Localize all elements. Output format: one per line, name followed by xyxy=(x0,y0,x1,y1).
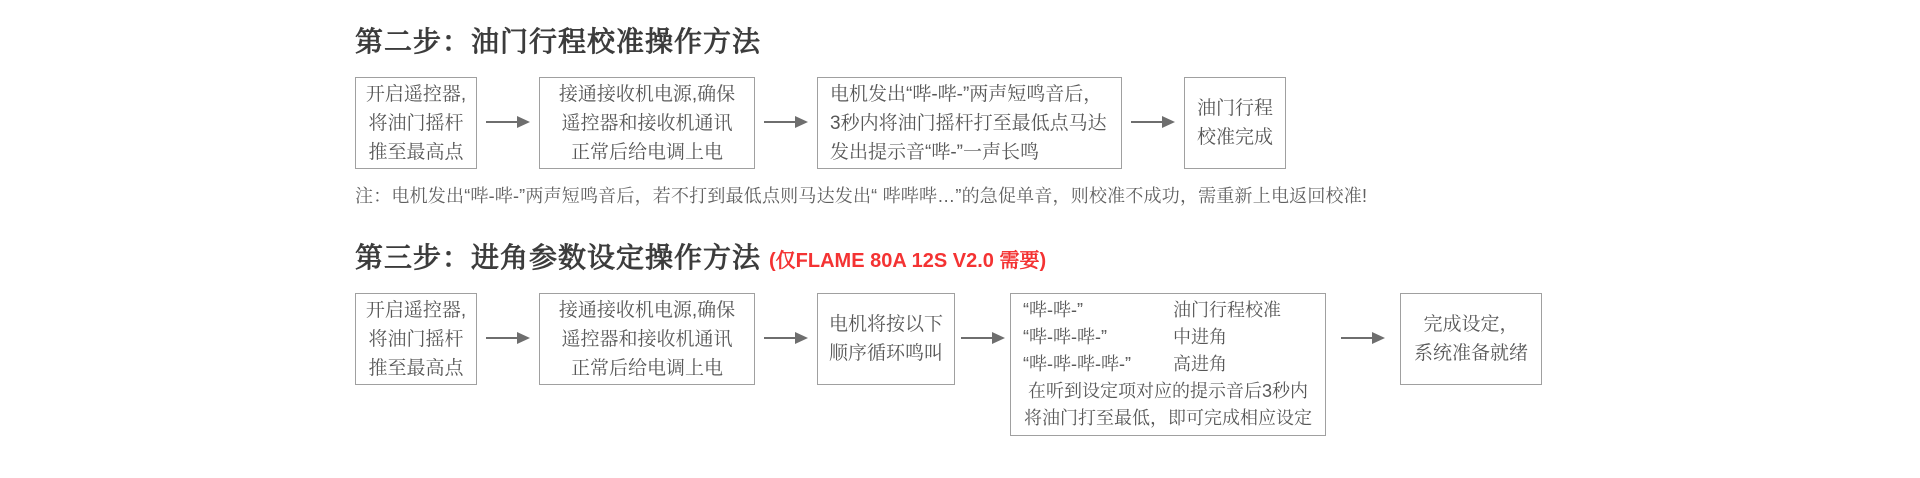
arrow-right-icon xyxy=(486,332,530,344)
step3-title-red-note: (仅FLAME 80A 12S V2.0 需要) xyxy=(769,250,1047,272)
text-line: 接通接收机电源,确保 xyxy=(558,299,736,321)
text-line: 开启遥控器, xyxy=(365,83,467,105)
step2-box-done xyxy=(1184,77,1286,169)
beep-label: 中进角 xyxy=(1173,327,1227,347)
arrow-right-icon xyxy=(764,332,808,344)
step3-beep-legend-box xyxy=(1010,293,1326,436)
text-line: 油门行程 xyxy=(1196,98,1273,119)
flow-gap xyxy=(755,332,817,344)
beep-code: “哔-哔-哔-” xyxy=(1023,327,1107,347)
step3-box-receiver xyxy=(539,293,755,385)
step3-title-text: 第三步：进角参数设定操作方法 xyxy=(355,242,762,273)
flow-gap xyxy=(755,116,817,128)
text-line: 将油门摇杆 xyxy=(368,328,464,350)
text-line: 正常后给电调上电 xyxy=(570,141,723,163)
step3-box-power-on xyxy=(355,293,477,385)
text-line: 开启遥控器, xyxy=(365,299,467,321)
step2-title: 第二步：油门行程校准操作方法 xyxy=(355,26,762,57)
section-step3 xyxy=(355,236,1542,436)
beep-row xyxy=(1023,351,1313,378)
step2-box-power-on xyxy=(355,77,477,169)
section-step2 xyxy=(355,20,1367,208)
beep-footer-line: 将油门打至最低，即可完成相应设定 xyxy=(1024,408,1312,428)
flow-gap xyxy=(1326,332,1400,344)
text-line: 发出提示音“哔-”一声长鸣 xyxy=(830,141,1039,163)
beep-label: 油门行程校准 xyxy=(1173,300,1281,320)
text-line: 正常后给电调上电 xyxy=(570,357,723,379)
arrow-right-icon xyxy=(486,116,530,128)
text-line: 完成设定， xyxy=(1423,314,1519,335)
arrow-right-icon xyxy=(1341,332,1385,344)
text-line: 系统准备就绪 xyxy=(1413,343,1528,364)
flow-gap xyxy=(477,332,539,344)
text-line: 推至最高点 xyxy=(368,141,464,163)
arrow-right-icon xyxy=(1131,116,1175,128)
beep-row xyxy=(1023,297,1313,324)
step3-box-cycle-beep xyxy=(817,293,955,385)
flow-gap xyxy=(477,116,539,128)
text-line: 将油门摇杆 xyxy=(368,112,464,134)
step2-box-beep xyxy=(817,77,1122,169)
text-line: 遥控器和接收机通讯 xyxy=(561,112,733,134)
beep-label: 高进角 xyxy=(1173,354,1227,374)
text-line: 顺序循环鸣叫 xyxy=(828,343,943,364)
step2-box-receiver xyxy=(539,77,755,169)
beep-row xyxy=(1023,324,1313,351)
text-line: 电机发出“哔-哔-”两声短鸣音后， xyxy=(830,83,1103,105)
text-line: 推至最高点 xyxy=(368,357,464,379)
beep-code: “哔-哔-” xyxy=(1023,300,1083,320)
text-line: 校准完成 xyxy=(1196,127,1273,148)
step2-note: 注：电机发出“哔-哔-”两声短鸣音后，若不打到最低点则马达发出“ 哔哔哔…”的急促单音，则校准不成功，需重新上电返回校准! xyxy=(355,186,1368,206)
text-line: 遥控器和接收机通讯 xyxy=(561,328,733,350)
step3-box-done xyxy=(1400,293,1542,385)
text-line: 3秒内将油门摇杆打至最低点马达 xyxy=(830,112,1107,134)
arrow-right-icon xyxy=(764,116,808,128)
beep-code: “哔-哔-哔-哔-” xyxy=(1023,354,1131,374)
beep-footer-line: 在听到设定项对应的提示音后3秒内 xyxy=(1027,381,1308,401)
text-line: 接通接收机电源,确保 xyxy=(558,83,736,105)
flow-gap xyxy=(955,332,1010,344)
arrow-right-icon xyxy=(961,332,1005,344)
flow-gap xyxy=(1122,116,1184,128)
text-line: 电机将按以下 xyxy=(828,314,943,335)
step3-flow xyxy=(355,293,1542,436)
step3-title xyxy=(355,236,1542,276)
step2-flow xyxy=(355,77,1367,169)
